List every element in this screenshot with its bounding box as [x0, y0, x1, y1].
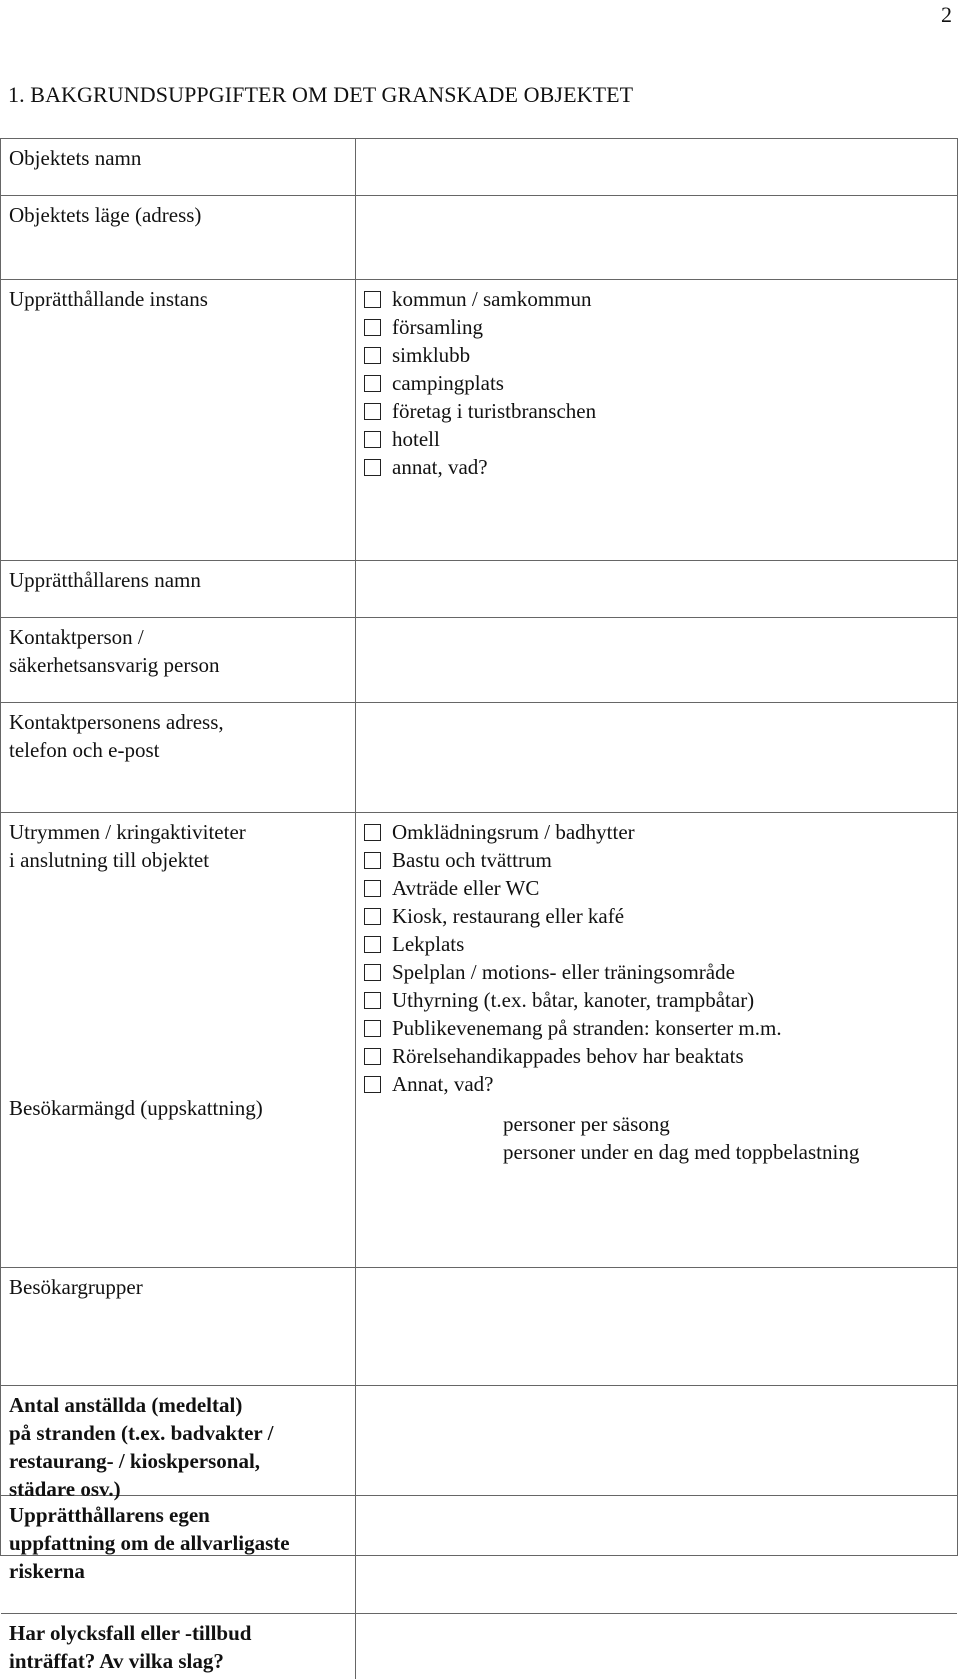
label-antal-anstallda: Antal anställda (medeltal) på stranden (t.ex. badvakter / restaurang- / kioskpersonal, städare osv.) [1, 1386, 356, 1496]
label-kontaktperson: Kontaktperson / säkerhetsansvarig person [1, 618, 356, 703]
checkbox-foretag[interactable]: företag i turistbranschen [364, 397, 949, 425]
checkbox-icon[interactable] [364, 964, 381, 981]
checkbox-icon[interactable] [364, 992, 381, 1009]
checkbox-omkladningsrum[interactable]: Omklädningsrum / badhytter [364, 818, 949, 846]
checkbox-publikevenemang[interactable]: Publikevenemang på stranden: konserter m.m. [364, 1014, 949, 1042]
field-objektets-lage[interactable] [356, 196, 957, 280]
label-utrymmen: Utrymmen / kringaktiviteter [9, 820, 246, 844]
checkbox-spelplan[interactable]: Spelplan / motions- eller träningsområde [364, 958, 949, 986]
checkbox-icon[interactable] [364, 852, 381, 869]
checkbox-icon[interactable] [364, 403, 381, 420]
visitor-count-fields [364, 1110, 949, 1166]
checkbox-rorelsehandikappade[interactable]: Rörelsehandikappades behov har beaktats [364, 1042, 949, 1070]
checkbox-icon[interactable] [364, 880, 381, 897]
label-besokarmangd: Besökarmängd (uppskattning) [9, 1096, 263, 1120]
checkbox-annat[interactable]: annat, vad? [364, 453, 949, 481]
page-number: 2 [941, 2, 952, 27]
field-antal-anstallda[interactable] [356, 1386, 957, 1496]
field-egen-uppfattning[interactable] [356, 1496, 957, 1614]
label-objektets-lage: Objektets läge (adress) [1, 196, 356, 280]
section-heading: 1. BAKGRUNDSUPPGIFTER OM DET GRANSKADE OBJEKTET [8, 82, 634, 107]
checkbox-annat-utrymme[interactable]: Annat, vad? [364, 1070, 949, 1098]
checkbox-icon[interactable] [364, 347, 381, 364]
field-objektets-namn[interactable] [356, 139, 957, 196]
label-besokargrupper: Besökargrupper [1, 1268, 356, 1386]
field-besokargrupper[interactable] [356, 1268, 957, 1386]
checkbox-lekplats[interactable]: Lekplats [364, 930, 949, 958]
field-kontakt-adress[interactable] [356, 703, 957, 813]
checkbox-icon[interactable] [364, 936, 381, 953]
checkbox-icon[interactable] [364, 431, 381, 448]
checkbox-kiosk[interactable]: Kiosk, restaurang eller kafé [364, 902, 949, 930]
checkbox-hotell[interactable]: hotell [364, 425, 949, 453]
checkbox-simklubb[interactable]: simklubb [364, 341, 949, 369]
form-table [0, 138, 958, 1673]
field-personer-per-sasong[interactable]: personer per säsong [503, 1112, 670, 1136]
checkbox-campingplats[interactable]: campingplats [364, 369, 949, 397]
utrymmen-checkbox-group [356, 813, 957, 1268]
checkbox-icon[interactable] [364, 908, 381, 925]
checkbox-bastu[interactable]: Bastu och tvättrum [364, 846, 949, 874]
checkbox-icon[interactable] [364, 291, 381, 308]
label-utrymmen-besokarmangd: Utrymmen / kringaktiviteter i anslutning till objektet Besökarmängd (uppskattning) [1, 813, 356, 1268]
label-uppratthallarens-namn: Upprätthållarens namn [1, 561, 356, 618]
label-olycksfall: Har olycksfall eller -tillbud inträffat? Av vilka slag? [1, 1614, 356, 1679]
field-olycksfall[interactable] [356, 1614, 957, 1679]
checkbox-uthyrning[interactable]: Uthyrning (t.ex. båtar, kanoter, trampbåtar) [364, 986, 949, 1014]
checkbox-icon[interactable] [364, 459, 381, 476]
label-egen-uppfattning: Upprätthållarens egen uppfattning om de allvarligaste riskerna [1, 1496, 356, 1614]
label-uppratthallande-instans: Upprätthållande instans [1, 280, 356, 561]
checkbox-kommun[interactable]: kommun / samkommun [364, 285, 949, 313]
field-uppratthallarens-namn[interactable] [356, 561, 957, 618]
checkbox-icon[interactable] [364, 1048, 381, 1065]
field-personer-toppbelastning[interactable]: personer under en dag med toppbelastning [503, 1140, 860, 1164]
checkbox-icon[interactable] [364, 1020, 381, 1037]
checkbox-avtrade[interactable]: Avträde eller WC [364, 874, 949, 902]
checkbox-icon[interactable] [364, 824, 381, 841]
checkbox-icon[interactable] [364, 375, 381, 392]
label-kontakt-adress: Kontaktpersonens adress, telefon och e-post [1, 703, 356, 813]
checkbox-icon[interactable] [364, 319, 381, 336]
checkbox-forsamling[interactable]: församling [364, 313, 949, 341]
checkbox-icon[interactable] [364, 1076, 381, 1093]
label-objektets-namn: Objektets namn [1, 139, 356, 196]
field-kontaktperson[interactable] [356, 618, 957, 703]
instans-checkbox-group [356, 280, 957, 561]
